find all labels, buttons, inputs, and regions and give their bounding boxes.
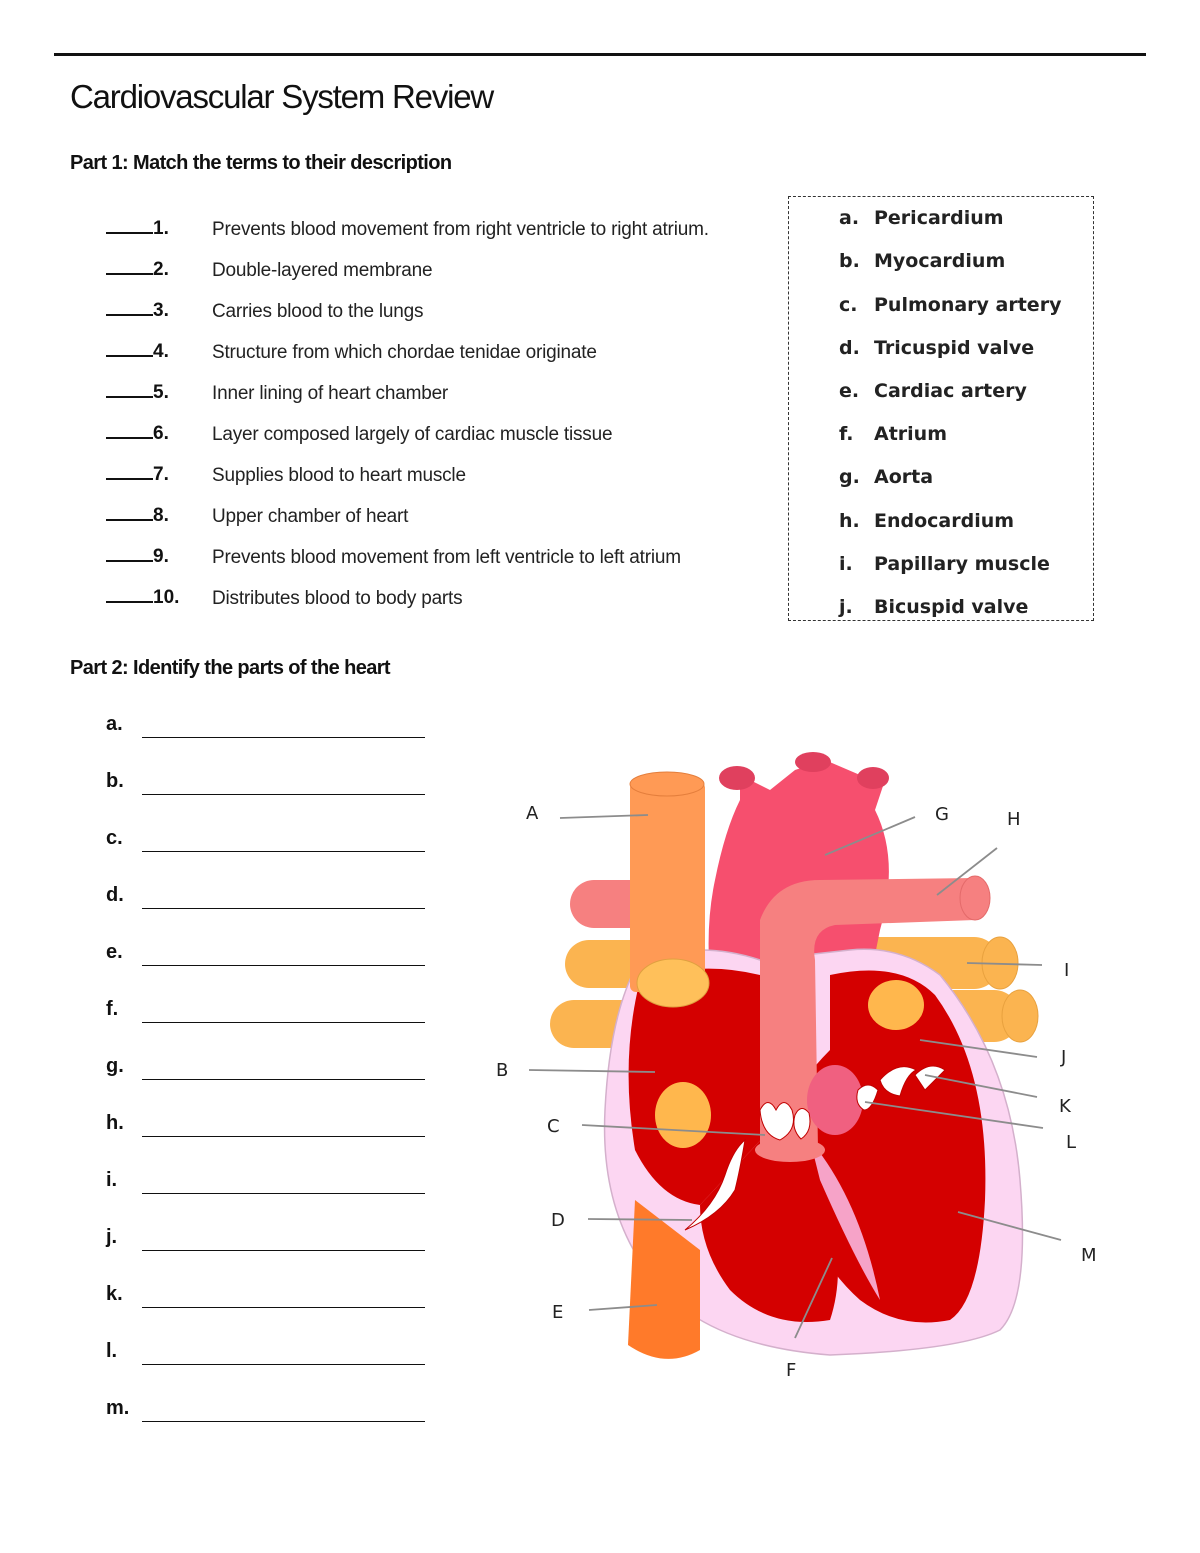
identify-blank[interactable] — [142, 1421, 425, 1422]
diagram-label-c: C — [547, 1116, 560, 1137]
part2-heading: Part 2: Identify the parts of the heart — [70, 657, 390, 679]
question-text: Prevents blood movement from right ventricle to right atrium. — [212, 219, 709, 240]
identify-blank[interactable] — [142, 908, 425, 909]
diagram-label-g: G — [935, 804, 949, 825]
aortic-root — [807, 1065, 863, 1135]
term-bank — [788, 196, 1094, 621]
question-text: Inner lining of heart chamber — [212, 383, 449, 404]
answer-blank[interactable]: 5. — [106, 382, 169, 404]
answer-blank[interactable]: 7. — [106, 464, 169, 486]
question-text: Structure from which chordae tenidae originate — [212, 342, 597, 363]
diagram-label-h: H — [1007, 809, 1021, 830]
question-text: Prevents blood movement from left ventricle to left atrium — [212, 547, 681, 568]
question-text: Distributes blood to body parts — [212, 588, 463, 609]
term-option: d. Tricuspid valve — [839, 337, 1035, 359]
term-option: h. Endocardium — [839, 510, 1015, 532]
diagram-label-m: M — [1081, 1245, 1097, 1266]
answer-blank[interactable]: 4. — [106, 341, 169, 363]
answer-blank[interactable]: 10. — [106, 587, 179, 609]
question-text: Double-layered membrane — [212, 260, 433, 281]
identify-blank[interactable] — [142, 737, 425, 738]
term-option: i. Papillary muscle — [839, 553, 1050, 575]
answer-blank[interactable]: 2. — [106, 259, 169, 281]
answer-blank[interactable]: 9. — [106, 546, 169, 568]
diagram-label-f: F — [786, 1360, 797, 1381]
term-option: e. Cardiac artery — [839, 380, 1027, 402]
answer-blank[interactable]: 3. — [106, 300, 169, 322]
term-option: j. Bicuspid valve — [839, 596, 1029, 618]
question-text: Carries blood to the lungs — [212, 301, 424, 322]
identify-blank[interactable] — [142, 1250, 425, 1251]
identify-blank[interactable] — [142, 1136, 425, 1137]
term-option: c. Pulmonary artery — [839, 294, 1062, 316]
identify-blank[interactable] — [142, 794, 425, 795]
diagram-label-k: K — [1059, 1096, 1071, 1117]
diagram-label-b: B — [496, 1060, 509, 1081]
question-text: Layer composed largely of cardiac muscle tissue — [212, 424, 613, 445]
identify-blank[interactable] — [142, 851, 425, 852]
answer-blank[interactable]: 6. — [106, 423, 169, 445]
term-option: g. Aorta — [839, 466, 934, 488]
diagram-label-l: L — [1066, 1132, 1077, 1153]
coronary-sinus-opening — [655, 1082, 711, 1148]
superior-vena-cava — [630, 772, 709, 1007]
answer-blank[interactable]: 8. — [106, 505, 169, 527]
diagram-label-d: D — [551, 1210, 565, 1231]
part1-heading: Part 1: Match the terms to their description — [70, 152, 452, 174]
identify-blank[interactable] — [142, 1022, 425, 1023]
diagram-label-e: E — [552, 1302, 564, 1323]
identify-blank[interactable] — [142, 965, 425, 966]
diagram-label-a: A — [526, 803, 539, 824]
diagram-label-j: J — [1061, 1047, 1067, 1068]
diagram-label-i: I — [1064, 960, 1070, 981]
identify-blank[interactable] — [142, 1193, 425, 1194]
pulmonary-vein-opening — [868, 980, 924, 1030]
identify-blank[interactable] — [142, 1307, 425, 1308]
heart-diagram — [480, 740, 1120, 1400]
question-text: Upper chamber of heart — [212, 506, 409, 527]
term-option: f. Atrium — [839, 423, 947, 445]
identify-blank[interactable] — [142, 1364, 425, 1365]
answer-blank[interactable]: 1. — [106, 218, 169, 240]
top-rule — [54, 53, 1146, 56]
question-text: Supplies blood to heart muscle — [212, 465, 466, 486]
identify-blank[interactable] — [142, 1079, 425, 1080]
term-option: b. Myocardium — [839, 250, 1006, 272]
page-title: Cardiovascular System Review — [70, 78, 494, 115]
term-option: a. Pericardium — [839, 207, 1004, 229]
